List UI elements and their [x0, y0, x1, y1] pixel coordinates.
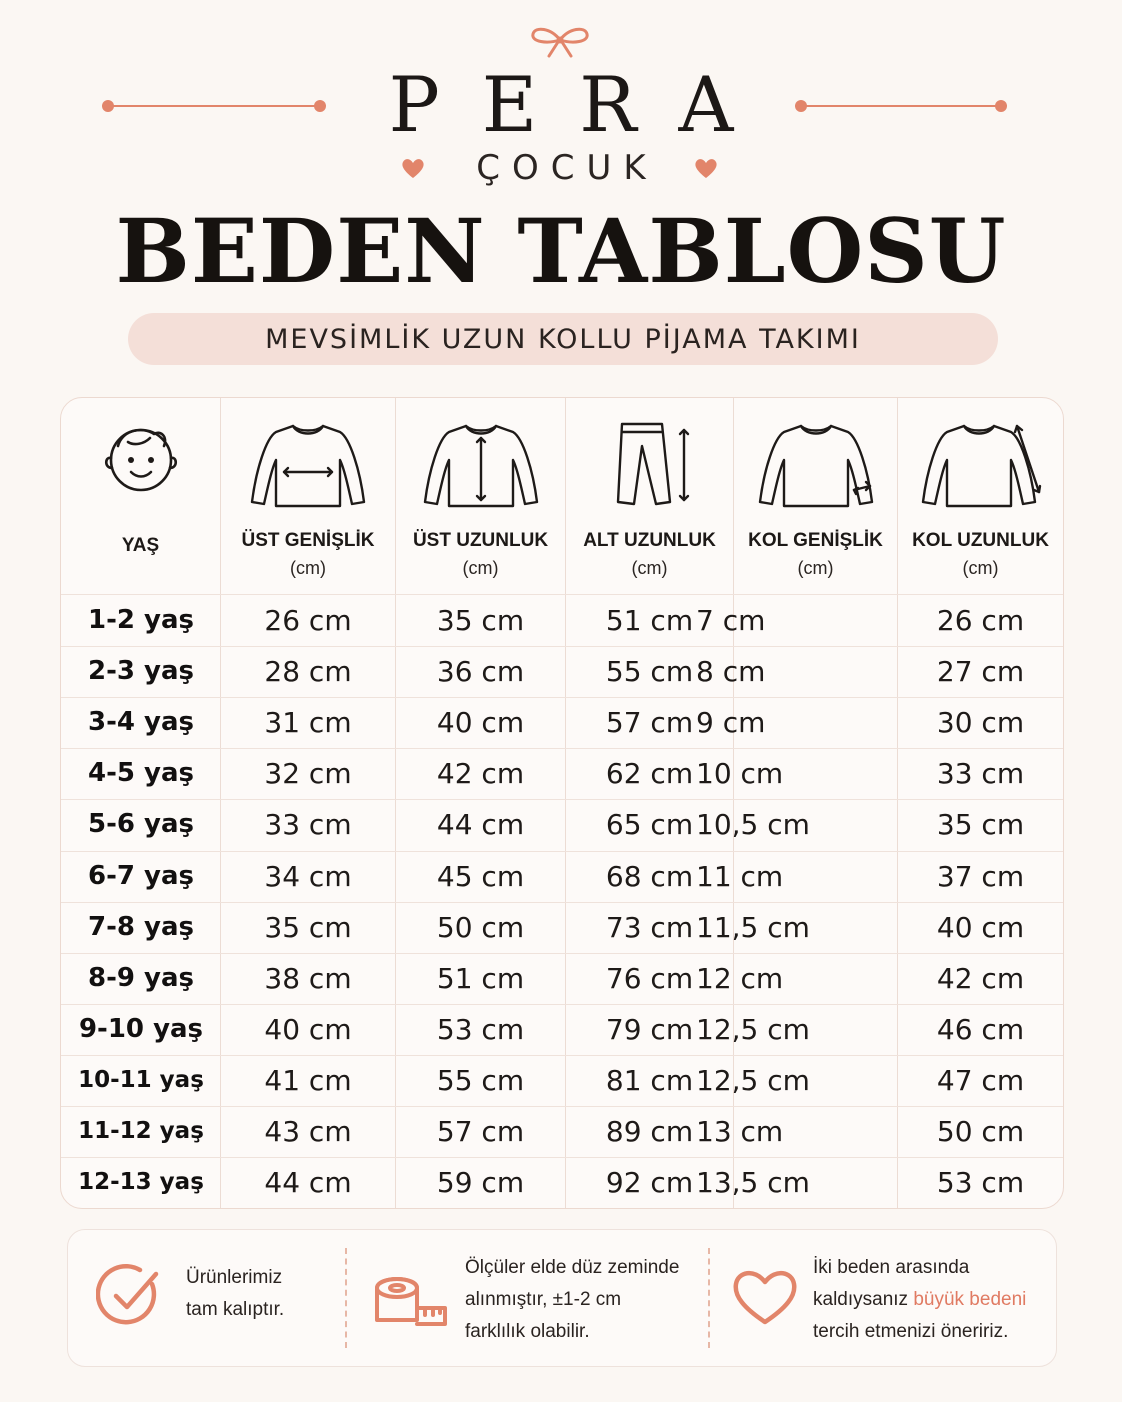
bow-ribbon-icon: [527, 20, 593, 60]
measure-cell: 81 cm: [605, 1064, 694, 1097]
footer-note-measure: [465, 1252, 679, 1348]
measure-cell: 53 cm: [436, 1013, 525, 1046]
measure-cell: 57 cm: [436, 1115, 525, 1148]
shirt-length-icon: [421, 420, 541, 510]
measure-cell: 53 cm: [936, 1166, 1025, 1199]
footer-line: farklılık olabilir.: [465, 1321, 590, 1342]
measure-cell: 10 cm: [696, 757, 784, 790]
measure-cell: 89 cm: [605, 1115, 694, 1148]
age-cell: 6-7 yaş: [88, 861, 194, 891]
footer-line: tercih etmenizi öneririz.: [813, 1321, 1009, 1342]
column-label: KOL GENİŞLİK: [748, 530, 883, 551]
measuring-tape-icon: [373, 1268, 449, 1328]
measure-cell: 57 cm: [605, 706, 694, 739]
measure-cell: 79 cm: [605, 1013, 694, 1046]
measure-cell: 36 cm: [436, 655, 525, 688]
footer-note-fit: [186, 1262, 284, 1326]
brand-name: PERA: [388, 60, 776, 149]
measure-cell: 51 cm: [436, 962, 525, 995]
measure-cell: 40 cm: [936, 911, 1025, 944]
measure-cell: 9 cm: [696, 706, 766, 739]
age-cell: 9-10 yaş: [78, 1014, 204, 1044]
checkmark-circle-icon: [96, 1262, 164, 1330]
measure-cell: 37 cm: [936, 860, 1025, 893]
measure-cell: 10,5 cm: [696, 808, 810, 841]
measure-cell: 41 cm: [264, 1064, 352, 1097]
measure-cell: 44 cm: [436, 808, 525, 841]
heart-outline-icon: [730, 1264, 800, 1328]
measure-cell: 73 cm: [605, 911, 694, 944]
measure-cell: 8 cm: [696, 655, 766, 688]
footer-line: [813, 1284, 1026, 1316]
size-table: [60, 397, 1064, 1209]
measure-cell: 68 cm: [605, 860, 694, 893]
age-cell: 10-11 yaş: [78, 1067, 204, 1093]
measure-cell: 55 cm: [436, 1064, 525, 1097]
column-unit: (cm): [797, 558, 834, 578]
measure-cell: 26 cm: [936, 604, 1025, 637]
measure-cell: 47 cm: [936, 1064, 1025, 1097]
age-cell: 12-13 yaş: [78, 1169, 204, 1195]
page-title: BEDEN TABLOSU: [115, 199, 1007, 303]
sleeve-width-icon: [756, 420, 876, 510]
measure-cell: 43 cm: [264, 1115, 352, 1148]
measure-cell: 35 cm: [264, 911, 352, 944]
footer-line: İki beden arasında: [813, 1257, 970, 1278]
measure-cell: 30 cm: [936, 706, 1025, 739]
header-age: [61, 398, 220, 594]
header-alt-uzunluk: [566, 398, 733, 594]
measure-cell: 44 cm: [264, 1166, 352, 1199]
age-cell: 4-5 yaş: [88, 758, 194, 788]
pants-length-icon: [600, 420, 700, 510]
measure-cell: 62 cm: [605, 757, 694, 790]
footer-line: Ürünlerimiz: [186, 1267, 283, 1288]
measure-cell: 35 cm: [436, 604, 525, 637]
measure-cell: 46 cm: [936, 1013, 1025, 1046]
measure-cell: 59 cm: [436, 1166, 525, 1199]
column-unit: (cm): [290, 558, 326, 578]
measure-cell: 51 cm: [605, 604, 694, 637]
footer-line: alınmıştır, ±1-2 cm: [465, 1289, 622, 1310]
header-ust-uzunluk: [396, 398, 565, 594]
column-unit: (cm): [631, 558, 668, 578]
age-cell: 5-6 yaş: [88, 809, 194, 839]
measure-cell: 76 cm: [605, 962, 694, 995]
column-unit: (cm): [962, 558, 999, 578]
measure-cell: 32 cm: [264, 757, 352, 790]
header-ust-genislik: [221, 398, 395, 594]
measure-cell: 7 cm: [696, 604, 766, 637]
heart-icon: [693, 156, 719, 180]
footer-line: Ölçüler elde düz zeminde: [465, 1257, 680, 1278]
product-subtitle: MEVSİMLİK UZUN KOLLU PİJAMA TAKIMI: [128, 313, 998, 365]
footer-note-size-advice: [813, 1252, 1026, 1348]
column-label: KOL UZUNLUK: [912, 530, 1049, 551]
shirt-width-icon: [248, 420, 368, 510]
column-unit: (cm): [462, 558, 499, 578]
footer-divider: [708, 1248, 710, 1348]
measure-cell: 26 cm: [264, 604, 352, 637]
measure-cell: 28 cm: [264, 655, 352, 688]
brand-subtitle: ÇOCUK: [476, 148, 658, 188]
measure-cell: 33 cm: [264, 808, 352, 841]
header-kol-uzunluk: [898, 398, 1063, 594]
measure-cell: 92 cm: [605, 1166, 694, 1199]
measure-cell: 50 cm: [436, 911, 525, 944]
measure-cell: 65 cm: [605, 808, 694, 841]
measure-cell: 33 cm: [936, 757, 1025, 790]
column-label: YAŞ: [121, 535, 160, 556]
measure-cell: 27 cm: [936, 655, 1025, 688]
measure-cell: 12,5 cm: [696, 1013, 810, 1046]
measure-cell: 55 cm: [605, 655, 694, 688]
age-cell: 11-12 yaş: [78, 1118, 204, 1144]
measure-cell: 40 cm: [264, 1013, 352, 1046]
info-footer: [67, 1229, 1057, 1367]
footer-line: tam kalıptır.: [186, 1299, 285, 1320]
age-cell: 8-9 yaş: [88, 963, 194, 993]
measure-cell: 38 cm: [264, 962, 352, 995]
measure-cell: 11 cm: [696, 860, 784, 893]
measure-cell: 34 cm: [264, 860, 352, 893]
measure-cell: 42 cm: [936, 962, 1025, 995]
footer-line-prefix: kaldıysanız: [813, 1289, 909, 1310]
measure-cell: 13 cm: [696, 1115, 784, 1148]
measure-cell: 13,5 cm: [696, 1166, 810, 1199]
measure-cell: 12 cm: [696, 962, 784, 995]
header-kol-genislik: [734, 398, 897, 594]
sleeve-length-icon: [919, 420, 1043, 510]
age-cell: 3-4 yaş: [88, 707, 194, 737]
measure-cell: 11,5 cm: [696, 911, 810, 944]
measure-cell: 45 cm: [436, 860, 525, 893]
child-face-icon: [98, 420, 184, 496]
age-cell: 1-2 yaş: [88, 605, 194, 635]
age-cell: 2-3 yaş: [88, 656, 194, 686]
age-cell: 7-8 yaş: [88, 912, 194, 942]
column-label: ÜST UZUNLUK: [412, 530, 549, 551]
measure-cell: 31 cm: [264, 706, 352, 739]
measure-cell: 12,5 cm: [696, 1064, 810, 1097]
measure-cell: 42 cm: [436, 757, 525, 790]
footer-highlight: büyük bedeni: [913, 1289, 1027, 1310]
measure-cell: 40 cm: [436, 706, 525, 739]
measure-cell: 35 cm: [936, 808, 1025, 841]
measure-cell: 50 cm: [936, 1115, 1025, 1148]
column-label: ALT UZUNLUK: [583, 530, 716, 551]
footer-divider: [345, 1248, 347, 1348]
column-label: ÜST GENİŞLİK: [241, 530, 375, 551]
